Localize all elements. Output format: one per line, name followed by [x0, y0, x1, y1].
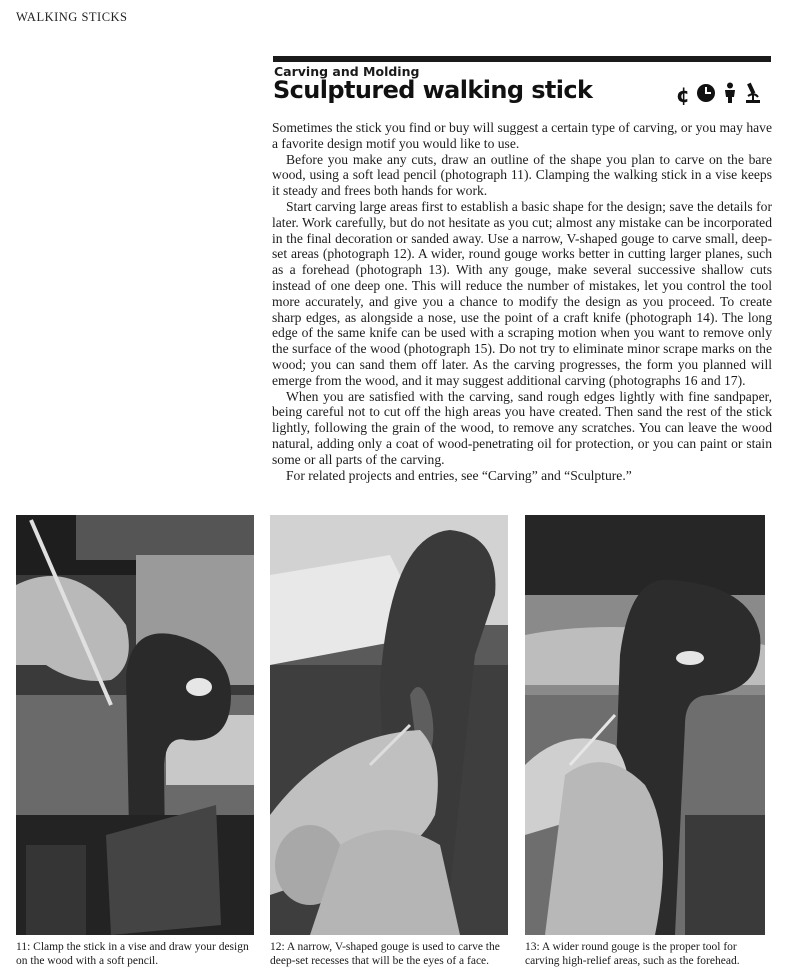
microscope-icon — [744, 82, 762, 108]
paragraph: Sometimes the stick you find or buy will suggest a certain type of carving, or you may have a favorite design motif you would like to use. — [272, 120, 772, 151]
paragraph: For related projects and entries, see “Carving” and “Sculpture.” — [286, 467, 632, 483]
clock-icon — [696, 83, 716, 107]
paragraph: Start carving large areas first to establish a basic shape for the design; save the details for later. Work carefully, but do not hesitate as you cut; almost any mistake can be incorporated in the final decoration or sanded away. Use a narrow, V-shaped gouge to carve small, deep-set areas (photograph 12). A wider, round gouge works better in cutting larger planes, such as a forehead (photograph 13). With any gouge, make several successive shallow cuts instead of one deep one. This will reduce the number of mistakes, let you control the tool more accurately, and give you a chance to modify the design as you proceed. To create sharp edges, as alongside a nose, use the point of a craft knife (photograph 14). The long edge of the same knife can be used with a scraping motion when you want to remove only the surface of the wood (photograph 15). Do not try to eliminate minor scrape marks on the wood; you can sand them off later. As the carving progresses, the form you planned will emerge from the wood, and it may suggest additional carving (photographs 16 and 17). — [272, 198, 772, 388]
photo-12 — [270, 515, 508, 935]
person-icon — [722, 82, 738, 108]
paragraph: When you are satisfied with the carving, sand rough edges lightly with fine sandpaper, being careful not to cut off the high areas you have created. Then sand the rest of the stick lightly, following the grain of the wood, to remove any scratches. You can leave the wood natural, adding only a coat of wood-penetrating oil for protection, or you can paint or stain some or all parts of the carving. — [272, 388, 772, 467]
cent-icon: ¢ — [676, 83, 690, 107]
article-body — [272, 120, 772, 483]
photo-11 — [16, 515, 254, 935]
caption-11: 11: Clamp the stick in a vise and draw your design on the wood with a soft pencil. — [16, 941, 249, 967]
article-title: Sculptured walking stick — [273, 76, 593, 104]
running-head: WALKING STICKS — [16, 10, 128, 24]
caption-13: 13: A wider round gouge is the proper tool for carving high-relief areas, such as the forehead. — [525, 941, 740, 967]
header-rule — [273, 56, 771, 62]
caption-12: 12: A narrow, V-shaped gouge is used to carve the deep-set recesses that will be the eyes of a face. — [270, 941, 500, 967]
paragraph: Before you make any cuts, draw an outline of the shape you plan to carve on the bare wood, using a soft lead pencil (photograph 11). Clamping the walking stick in a vise keeps it steady and frees both hands for work. — [272, 151, 772, 199]
section-kicker: Carving and Molding — [274, 64, 420, 79]
difficulty-icons — [676, 82, 772, 108]
photo-13 — [525, 515, 765, 935]
